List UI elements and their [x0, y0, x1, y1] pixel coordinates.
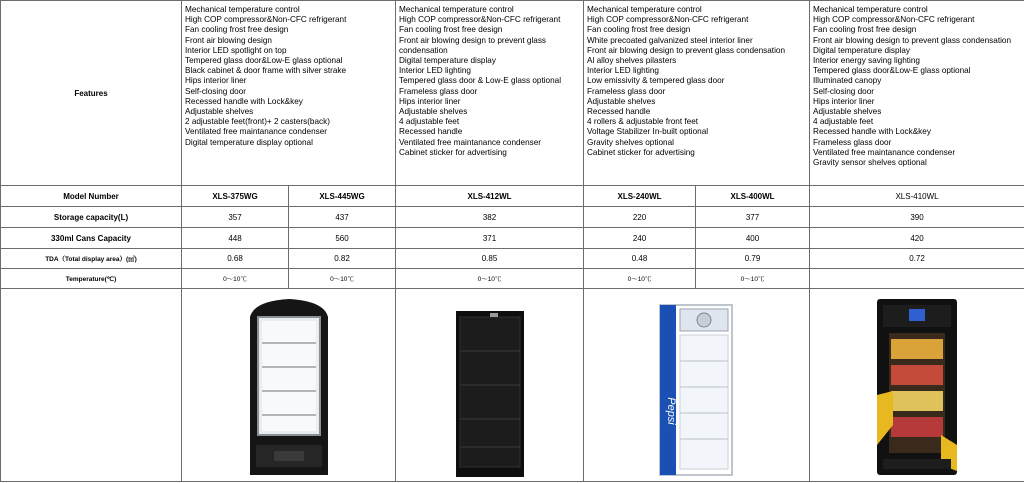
tda-cell: 0.68: [182, 249, 289, 269]
cans-cell: 400: [696, 228, 810, 249]
feature-line: High COP compressor&Non-CFC refrigerant: [813, 15, 975, 25]
fridge-image-cell: [396, 289, 584, 482]
feature-line: Self-closing door: [813, 86, 875, 96]
feature-line: Gravity sensor shelves optional: [813, 158, 927, 168]
feature-line: Digital temperature display: [399, 56, 496, 66]
tda-cell: 0.85: [396, 249, 584, 269]
cans-cell: 371: [396, 228, 584, 249]
features-xls-410: [810, 1, 1024, 186]
feature-line: Recessed handle: [399, 127, 463, 137]
feature-line: Fan cooling frost free design: [185, 25, 289, 35]
features-label: Features: [1, 1, 182, 186]
cans-cell: 240: [584, 228, 696, 249]
feature-line: Front air blowing design: [185, 35, 272, 45]
feature-line: White precoated galvanized steel interior liner: [587, 35, 753, 45]
storage-cell: 357: [182, 207, 289, 228]
temperature-cell: 0～10℃: [182, 269, 289, 289]
feature-line: High COP compressor&Non-CFC refrigerant: [399, 15, 561, 25]
feature-line: High COP compressor&Non-CFC refrigerant: [185, 15, 347, 25]
feature-line: Ventilated free maintanance condenser: [399, 137, 542, 147]
feature-line: Mechanical temperature control: [813, 5, 928, 14]
feature-line: Adjustable shelves: [587, 96, 656, 106]
temperature-cell: 0～10℃: [696, 269, 810, 289]
temperature-label: Temperature(℃): [1, 269, 182, 289]
model-cell: XLS-375WG: [182, 186, 289, 207]
feature-line: Fan cooling frost free design: [587, 25, 691, 35]
feature-line: Gravity shelves optional: [587, 137, 674, 147]
storage-cell: 437: [289, 207, 396, 228]
cans-cell: 448: [182, 228, 289, 249]
feature-line: Hips interior liner: [813, 96, 875, 106]
cans-cell: 420: [810, 228, 1024, 249]
feature-line: Hips interior liner: [185, 76, 247, 86]
feature-line: Interior LED lighting: [587, 66, 659, 76]
feature-line: Cabinet sticker for advertising: [399, 147, 507, 157]
temperature-cell: 0～10℃: [396, 269, 584, 289]
feature-line: Frameless glass door: [587, 86, 666, 96]
feature-line: Mechanical temperature control: [587, 5, 702, 14]
feature-line: Recessed handle: [587, 107, 651, 117]
fridge-xls-240wl-image: [654, 301, 740, 481]
feature-line: Digital temperature display optional: [185, 137, 313, 147]
tda-cell: 0.48: [584, 249, 696, 269]
feature-line: Adjustable shelves: [399, 107, 468, 117]
fridge-xls-410wl-image: [869, 295, 965, 481]
fridge-image-cell: [584, 289, 810, 482]
pepsi-logo-text: Pepsi: [664, 397, 677, 425]
image-row: [1, 289, 1024, 482]
model-cell: XLS-410WL: [810, 186, 1024, 207]
model-cell: XLS-400WL: [696, 186, 810, 207]
tda-cell: 0.72: [810, 249, 1024, 269]
tda-row: [1, 249, 1024, 269]
feature-line: Voltage Stabilizer In-built optional: [587, 127, 709, 137]
feature-line: Ventilated free maintanance condenser: [813, 147, 956, 157]
features-row: [1, 1, 1024, 186]
feature-line: Black cabinet & door frame with silver strake: [185, 66, 347, 76]
storage-cell: 390: [810, 207, 1024, 228]
temperature-cell: [810, 269, 1024, 289]
feature-line: Illuminated canopy: [813, 76, 882, 86]
tda-label: TDA（Total display area）(㎡): [1, 249, 182, 269]
feature-line: Recessed handle with Lock&key: [185, 96, 303, 106]
image-row-label: [1, 289, 182, 482]
temperature-cell: 0～10℃: [584, 269, 696, 289]
storage-label: Storage capacity(L): [1, 207, 182, 228]
features-xls-240-400: [584, 1, 810, 186]
feature-line: Hips interior liner: [399, 96, 461, 106]
features-xls-412: [396, 1, 584, 186]
feature-line: Tempered glass door&Low-E glass optional: [813, 66, 971, 76]
storage-cell: 220: [584, 207, 696, 228]
feature-line: Ventilated free maintanance condenser: [185, 127, 328, 137]
temperature-row: [1, 269, 1024, 289]
feature-line: Tempered glass door&Low-E glass optional: [185, 56, 343, 66]
feature-line: Cabinet sticker for advertising: [587, 147, 695, 157]
cans-row: [1, 228, 1024, 249]
model-cell: XLS-445WG: [289, 186, 396, 207]
feature-line: Frameless glass door: [399, 86, 478, 96]
fridge-xls-412wl-image: [450, 307, 530, 481]
storage-cell: 377: [696, 207, 810, 228]
cans-cell: 560: [289, 228, 396, 249]
temperature-cell: 0～10℃: [289, 269, 396, 289]
feature-line: condensation: [399, 45, 448, 55]
cans-label: 330ml Cans Capacity: [1, 228, 182, 249]
feature-line: Self-closing door: [185, 86, 246, 96]
model-label: Model Number: [1, 186, 182, 207]
model-cell: XLS-412WL: [396, 186, 584, 207]
feature-line: Front air blowing design to prevent glass condensation: [813, 35, 1012, 45]
storage-row: [1, 207, 1024, 228]
feature-line: Tempered glass door & Low-E glass optional: [399, 76, 562, 86]
storage-cell: 382: [396, 207, 584, 228]
feature-line: Adjustable shelves: [813, 107, 882, 117]
feature-line: 4 adjustable feet: [813, 117, 874, 127]
feature-line: Interior LED spotlight on top: [185, 45, 287, 55]
feature-line: Recessed handle with Lock&key: [813, 127, 931, 137]
feature-line: Front air blowing design to prevent glass: [399, 35, 547, 45]
feature-line: Frameless glass door: [813, 137, 892, 147]
tda-cell: 0.82: [289, 249, 396, 269]
feature-line: Interior LED lighting: [399, 66, 471, 76]
feature-line: 2 adjustable feet(front)+ 2 casters(back): [185, 117, 330, 127]
feature-line: Low emissivity & tempered glass door: [587, 76, 725, 86]
feature-line: Fan cooling frost free design: [813, 25, 917, 35]
feature-line: High COP compressor&Non-CFC refrigerant: [587, 15, 749, 25]
fridge-image-cell: [810, 289, 1024, 482]
feature-line: Mechanical temperature control: [185, 5, 300, 14]
feature-line: Interior energy saving lighting: [813, 56, 920, 66]
feature-line: Adjustable shelves: [185, 107, 254, 117]
feature-line: Fan cooling frost free design: [399, 25, 503, 35]
fridge-image-cell: [182, 289, 396, 482]
feature-line: 4 rollers & adjustable front feet: [587, 117, 699, 127]
model-row: [1, 186, 1024, 207]
feature-line: Digital temperature display: [813, 45, 910, 55]
feature-line: Front air blowing design to prevent glass condensation: [587, 45, 785, 55]
feature-line: 4 adjustable feet: [399, 117, 460, 127]
fridge-xls-375wg-image: [244, 295, 334, 481]
features-xls-375-445: [182, 1, 396, 186]
feature-line: Mechanical temperature control: [399, 5, 514, 14]
feature-line: Al alloy shelves pilasters: [587, 56, 677, 66]
tda-cell: 0.79: [696, 249, 810, 269]
model-cell: XLS-240WL: [584, 186, 696, 207]
